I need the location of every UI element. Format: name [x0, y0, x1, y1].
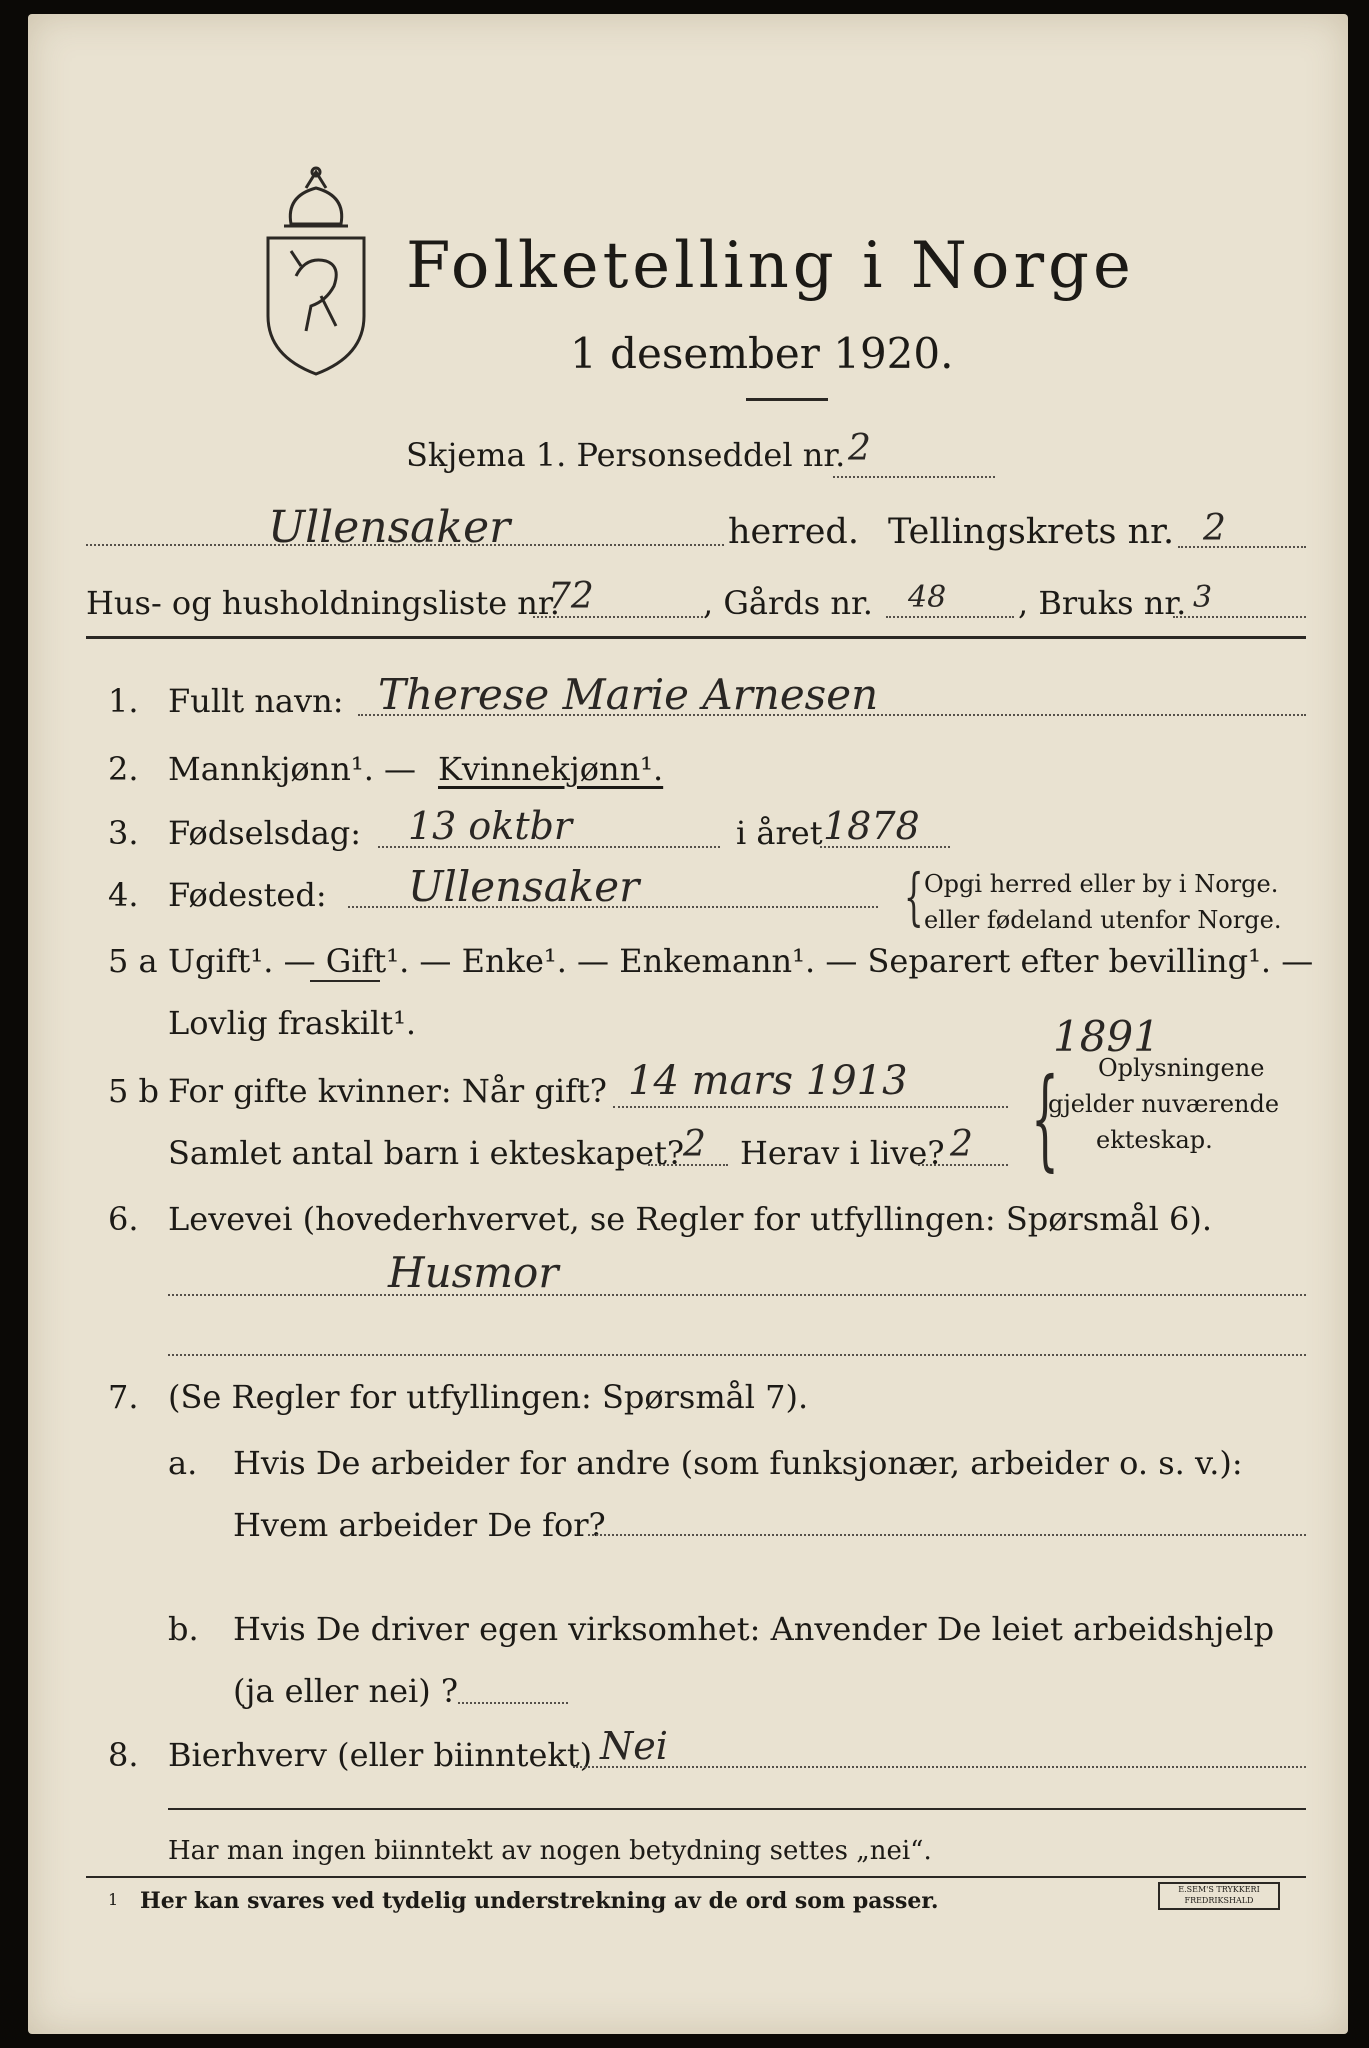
q5b-label: For gifte kvinner: Når gift? — [168, 1072, 607, 1110]
q7a-line-2: Hvem arbeider De for? — [233, 1506, 606, 1544]
q8-value[interactable]: Nei — [600, 1724, 668, 1768]
herred-label: herred. — [728, 512, 859, 552]
title-divider — [746, 398, 828, 401]
q5b-line — [613, 1106, 1008, 1108]
hus-value[interactable]: 72 — [548, 576, 594, 617]
footnote-text: Her kan svares ved tydelig understrekning av de ord som passer. — [140, 1888, 939, 1914]
q5b-note-1: Oplysningene — [1098, 1054, 1265, 1082]
q2-number: 2. — [108, 750, 139, 788]
krets-line — [1178, 546, 1306, 548]
gards-value[interactable]: 48 — [908, 580, 947, 615]
q6-line-1 — [168, 1294, 1306, 1296]
q5b-value[interactable]: 14 mars 1913 — [628, 1058, 908, 1104]
q4-note-2: eller fødeland utenfor Norge. — [924, 906, 1282, 934]
q5b-children-line — [648, 1164, 728, 1166]
q3-line — [378, 846, 720, 848]
q5b-number: 5 b — [108, 1072, 160, 1110]
q5b-alive-label: Herav i live? — [740, 1134, 945, 1172]
schema-line — [833, 476, 995, 478]
schema-label: Skjema 1. Personseddel nr. — [406, 436, 846, 474]
q8-label: Bierhverv (eller biinntekt) — [168, 1736, 593, 1774]
hus-line — [533, 616, 703, 618]
q4-value[interactable]: Ullensaker — [408, 862, 640, 911]
q7a-line-1: Hvis De arbeider for andre (som funksjonær, arbeider o. s. v.): — [233, 1444, 1243, 1482]
q1-value[interactable]: Therese Marie Arnesen — [378, 670, 879, 719]
bruks-value[interactable]: 3 — [1193, 580, 1213, 615]
q7-label: (Se Regler for utfyllingen: Spørsmål 7). — [168, 1378, 809, 1416]
q7a-number: a. — [168, 1444, 198, 1482]
hus-label: Hus- og husholdningsliste nr. — [86, 584, 560, 622]
form-title: Folketelling i Norge — [406, 229, 1135, 303]
q6-line-2 — [168, 1354, 1306, 1356]
q3-year-value[interactable]: 1878 — [823, 804, 920, 848]
q4-line — [348, 906, 878, 908]
q7b-line-1: Hvis De driver egen virksomhet: Anvender De leiet arbeidshjelp — [233, 1610, 1275, 1648]
q3-value[interactable]: 13 oktbr — [408, 804, 573, 848]
q5b-children-value[interactable]: 2 — [683, 1124, 706, 1165]
schema-value[interactable]: 2 — [848, 428, 871, 469]
q7b-answer-line[interactable] — [458, 1702, 568, 1704]
q5a-status-options[interactable]: Ugift¹. — Gift¹. — Enke¹. — Enkemann¹. — Separert efter bevilling¹. — — [168, 942, 1314, 980]
q6-number: 6. — [108, 1200, 139, 1238]
footer-rule — [168, 1808, 1306, 1810]
q7b-number: b. — [168, 1610, 199, 1648]
krets-value[interactable]: 2 — [1203, 508, 1226, 549]
q4-brace: { — [903, 860, 924, 933]
gards-label: , Gårds nr. — [703, 584, 873, 622]
q5a-number: 5 a — [108, 942, 158, 980]
q1-label: Fullt navn: — [168, 682, 344, 720]
q4-label: Fødested: — [168, 876, 327, 914]
herred-line — [86, 544, 724, 546]
q5b-margin-note: 1891 — [1053, 1012, 1160, 1061]
q6-label: Levevei (hovederhvervet, se Regler for utfyllingen: Spørsmål 6). — [168, 1200, 1213, 1238]
krets-label: Tellingskrets nr. — [888, 512, 1175, 552]
footnote-mark: 1 — [108, 1890, 119, 1909]
q5b-brace: { — [1031, 1054, 1059, 1182]
printer-stamp: E.SEM'S TRYKKERI FREDRIKSHALD — [1158, 1882, 1280, 1910]
footer-note: Har man ingen biinntekt av nogen betydning settes „nei“. — [168, 1836, 932, 1866]
form-date: 1 desember 1920. — [570, 329, 954, 378]
census-form — [28, 14, 1348, 2034]
q5b-children-label: Samlet antal barn i ekteskapet? — [168, 1134, 685, 1172]
gards-line — [886, 616, 1014, 618]
q5b-note-3: ekteskap. — [1096, 1126, 1213, 1154]
q3-number: 3. — [108, 814, 139, 852]
q7a-answer-line[interactable] — [588, 1534, 1306, 1536]
q7-number: 7. — [108, 1378, 139, 1416]
footnote-rule — [86, 1876, 1306, 1878]
q6-value[interactable]: Husmor — [388, 1248, 559, 1297]
q5a-gift-underline — [310, 980, 380, 982]
q4-note-1: Opgi herred eller by i Norge. — [924, 870, 1279, 898]
q2-label-male[interactable]: Mannkjønn¹. — — [168, 750, 417, 788]
q3-year-label: i året — [736, 814, 823, 852]
q3-year-line — [820, 846, 950, 848]
q1-line — [358, 714, 1306, 716]
q4-number: 4. — [108, 876, 139, 914]
coat-of-arms-icon — [246, 166, 386, 381]
q3-label: Fødselsdag: — [168, 814, 362, 852]
q7b-line-2: (ja eller nei) ? — [233, 1672, 459, 1710]
q5b-alive-value[interactable]: 2 — [950, 1124, 973, 1165]
q1-number: 1. — [108, 682, 139, 720]
q5b-note-2: gjelder nuværende — [1048, 1090, 1280, 1118]
q8-number: 8. — [108, 1736, 139, 1774]
q5b-alive-line — [918, 1164, 1008, 1166]
q8-line — [573, 1766, 1306, 1768]
bruks-label: , Bruks nr. — [1018, 584, 1187, 622]
herred-value[interactable]: Ullensaker — [268, 502, 511, 553]
q2-label-female[interactable]: Kvinnekjønn¹. — [438, 750, 664, 788]
q5a-status-divorced[interactable]: Lovlig fraskilt¹. — [168, 1004, 417, 1042]
header-rule — [86, 636, 1306, 639]
bruks-line — [1173, 616, 1306, 618]
